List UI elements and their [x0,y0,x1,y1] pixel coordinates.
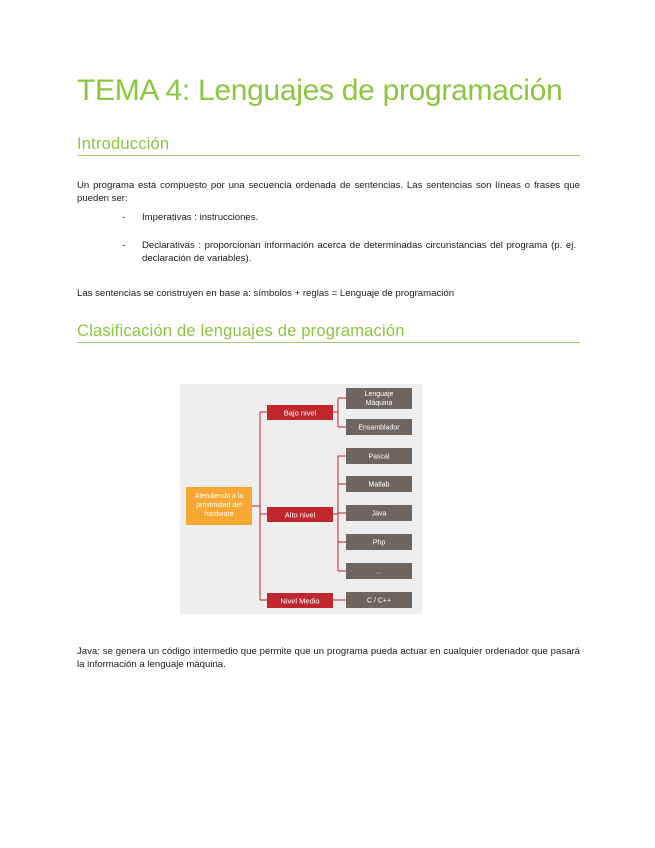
root-node [186,487,252,525]
java-note-paragraph: Java: se genera un código intermedio que permite que un programa pueda actuar en cualquier ordenador que pasará la información a lenguaje máquina. [77,646,580,671]
leaf-label: Lenguaje [364,391,394,398]
svg-text:Atendiendo a la: Atendiendo a la [194,493,244,500]
connector-lines [252,398,346,600]
svg-text:proximidad del: proximidad del [196,502,242,509]
leaf-label: Máquina [365,400,393,407]
diagram-svg [180,384,422,614]
level-node-nivel-medio [267,593,333,608]
leaf-label: Matlab [368,481,390,489]
level-node-alto-nivel [267,507,333,522]
intro-paragraph: Un programa está compuesto por una secuencia ordenada de sentencias. Las sentencias son líneas o frases que pueden ser: [77,180,580,205]
leaf-label: ... [376,568,382,576]
section-heading-clasificacion: Clasificación de lenguajes de programación [77,322,405,340]
level-label: Nivel Medio [280,596,320,606]
level-label: Bajo nivel [283,408,317,418]
level-node-bajo-nivel [267,405,333,420]
leaf-label: Ensamblador [358,424,400,432]
bullet-marker: - [122,240,126,251]
language-classification-diagram [180,384,422,614]
closing-paragraph: Las sentencias se construyen en base a: símbolos + reglas = Lenguaje de programación [77,288,455,299]
leaf-label: C / C++ [366,597,392,605]
svg-text:hardware: hardware [204,511,234,518]
heading-underline [77,342,580,343]
bullet-declarativas: Declarativas : proporcionan información acerca de determinadas circunstancias del programa (p. ej. declaración de variables). [142,240,576,265]
page-title: TEMA 4: Lenguajes de programación [77,74,563,107]
bullet-imperativas: Imperativas : instrucciones. [142,212,259,223]
section-heading-introduccion: Introducción [77,135,170,153]
bullet-marker: - [122,212,126,223]
heading-underline [77,155,580,156]
leaf-label: Pascal [368,453,390,461]
leaf-label: Php [372,539,386,547]
leaf-label: Java [371,510,387,518]
level-label: Alto nivel [284,510,316,520]
